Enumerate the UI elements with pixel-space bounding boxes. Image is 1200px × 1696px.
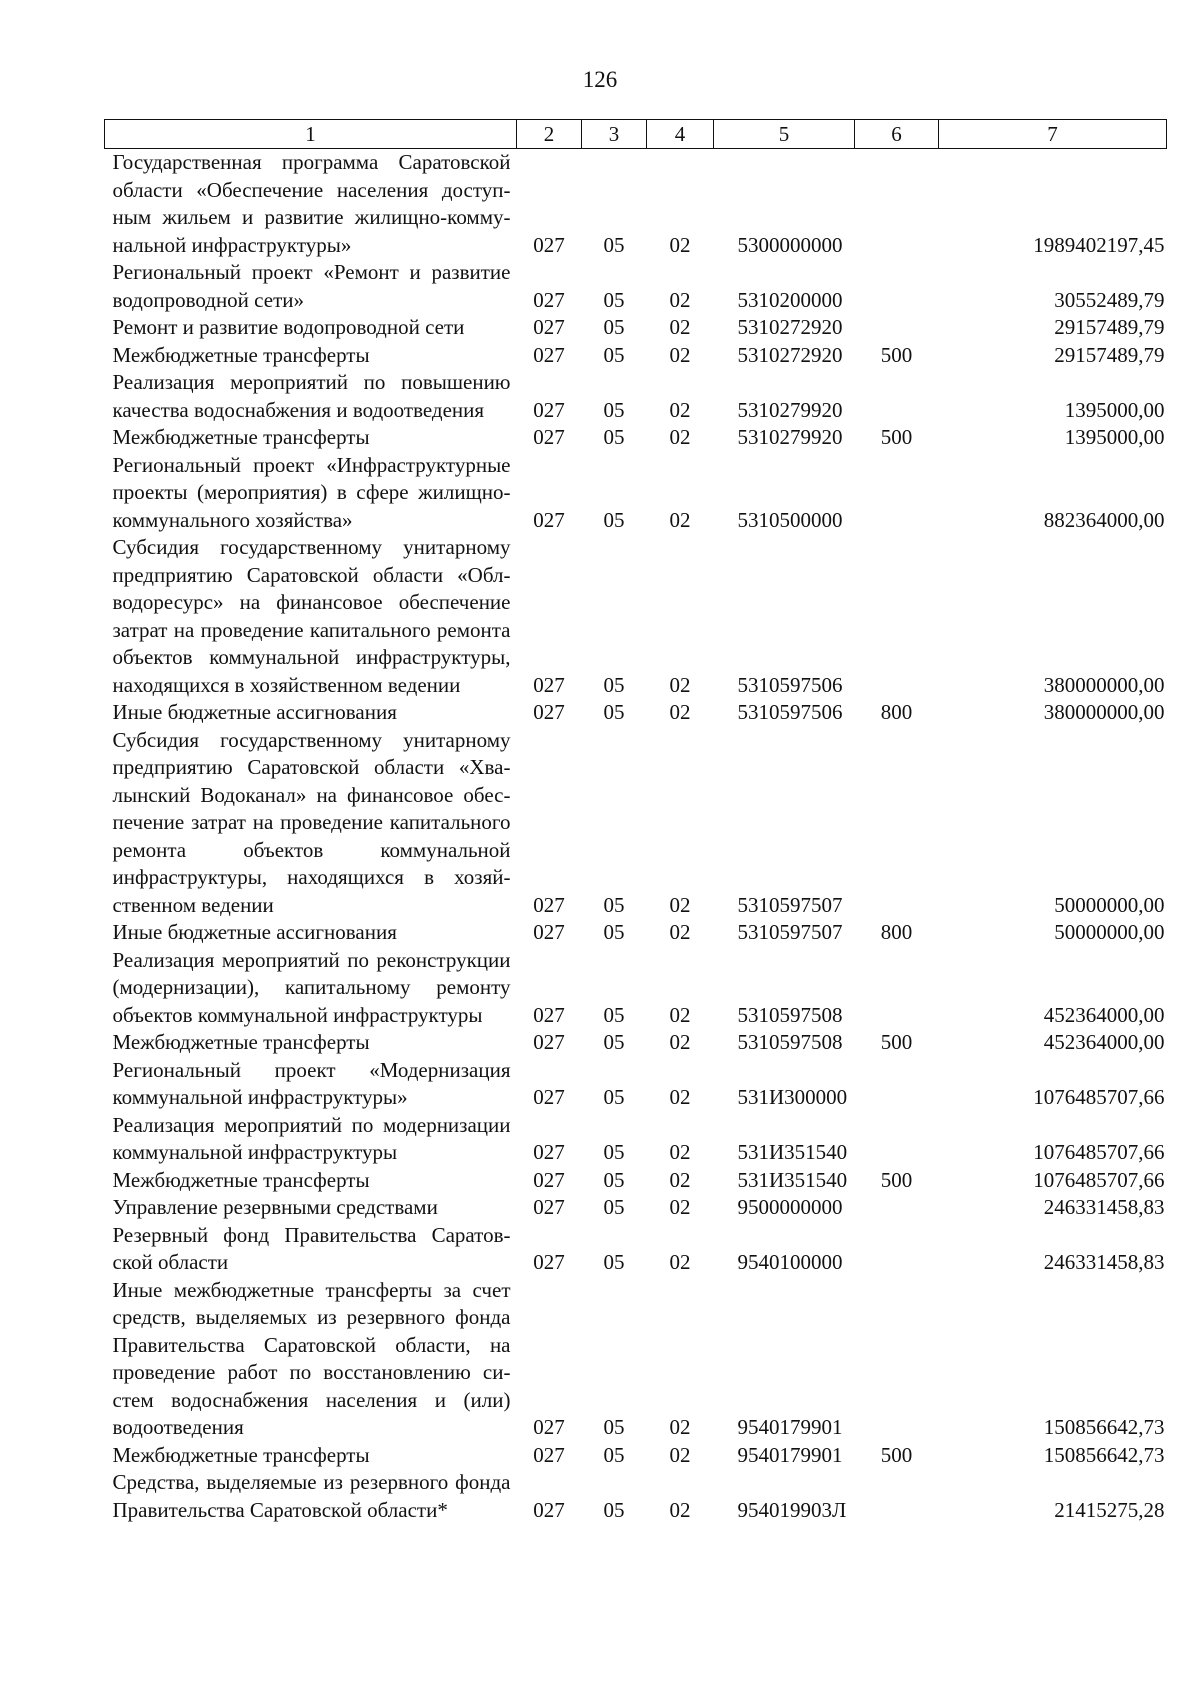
- table-body: [105, 149, 1167, 1525]
- row-ved-code: 027: [533, 1085, 565, 1109]
- header-col-1: 1: [105, 120, 517, 149]
- row-name: Субсидия государственному унитарному предприятию Саратовской области «Хвалынский Водоканал» на финансовое обеспечение затрат на проведение капитального ремонта объектов коммунальной инфраструктуры, находящихся в хозяйственном ведении: [112, 727, 511, 917]
- row-section-code: 05: [603, 892, 625, 917]
- row-target-code: 5310279920: [737, 397, 843, 422]
- table-row: [105, 314, 1167, 342]
- row-section-code: 05: [603, 1442, 625, 1467]
- row-name: Государственная программа Саратовской области «Обеспечение населения доступным жильем и развитие жилищно-коммунальной инфраструктуры»: [112, 150, 511, 257]
- row-ved-code: 027: [533, 1195, 565, 1219]
- row-amount: 1076485707,66: [1033, 1167, 1165, 1192]
- header-col-4: 4: [647, 120, 714, 149]
- row-amount: 50000000,00: [1054, 920, 1165, 944]
- row-name: Ремонт и развитие водопроводной сети: [112, 315, 465, 339]
- row-name: Региональный проект «Ремонт и развитие водопроводной сети»: [112, 260, 511, 312]
- row-expense-type: [855, 1277, 939, 1442]
- row-ved-code: 027: [533, 342, 565, 367]
- row-expense-type: [855, 727, 939, 920]
- row-ved-code: 027: [533, 920, 565, 944]
- table-row: [105, 1112, 1167, 1167]
- row-name: Иные межбюджетные трансферты за счет средств, выделяемых из резервного фонда Правительства Саратовской области, на проведение работ по восстановлению систем водоснабжения населения и (или) водоотведения: [112, 1277, 511, 1439]
- row-amount: 1989402197,45: [1033, 232, 1165, 257]
- row-section-code: 05: [603, 1415, 625, 1439]
- row-ved-code: 027: [533, 1415, 565, 1439]
- row-ved-code: 027: [533, 507, 565, 532]
- row-subsection-code: 02: [669, 315, 691, 339]
- table-row: [105, 1029, 1167, 1057]
- row-name: Межбюджетные трансферты: [112, 1030, 370, 1054]
- row-expense-type: [855, 314, 939, 342]
- row-expense-type: [855, 369, 939, 424]
- row-target-code: 9540179901: [737, 1442, 843, 1467]
- row-subsection-code: 02: [669, 1085, 691, 1109]
- row-subsection-code: 02: [669, 1140, 691, 1164]
- row-amount: 452364000,00: [1043, 1002, 1165, 1027]
- row-subsection-code: 02: [669, 507, 691, 532]
- row-ved-code: 027: [533, 1167, 565, 1192]
- row-section-code: 05: [603, 1030, 625, 1054]
- row-amount: 50000000,00: [1054, 892, 1165, 917]
- row-amount: 246331458,83: [1043, 1195, 1165, 1219]
- row-expense-type: 500: [880, 1167, 913, 1192]
- row-ved-code: 027: [533, 397, 565, 422]
- row-subsection-code: 02: [669, 1195, 691, 1219]
- row-expense-type: 500: [880, 342, 913, 367]
- row-ved-code: 027: [533, 892, 565, 917]
- row-subsection-code: 02: [669, 672, 691, 697]
- table-row: [105, 727, 1167, 920]
- row-amount: 1395000,00: [1064, 397, 1165, 422]
- table-row: [105, 342, 1167, 370]
- row-subsection-code: 02: [669, 1415, 691, 1439]
- row-section-code: 05: [603, 315, 625, 339]
- row-name: Межбюджетные трансферты: [112, 1167, 370, 1192]
- row-section-code: 05: [603, 1085, 625, 1109]
- row-expense-type: [855, 1222, 939, 1277]
- row-subsection-code: 02: [669, 1167, 691, 1192]
- row-target-code: 531И351540: [737, 1167, 848, 1192]
- row-section-code: 05: [603, 1002, 625, 1027]
- table-row: [105, 1469, 1167, 1524]
- row-name: Региональный проект «Инфраструктурные проекты (мероприятия) в сфере жилищно-коммунального хозяйства»: [112, 452, 511, 532]
- row-section-code: 05: [603, 1140, 625, 1164]
- row-expense-type: 800: [880, 920, 913, 944]
- row-amount: 30552489,79: [1054, 287, 1165, 312]
- row-ved-code: 027: [533, 425, 565, 449]
- row-ved-code: 027: [533, 1250, 565, 1274]
- table-row: [105, 1167, 1167, 1195]
- row-ved-code: 027: [533, 315, 565, 339]
- row-ved-code: 027: [533, 1140, 565, 1164]
- table-row: [105, 1277, 1167, 1442]
- header-row: [105, 120, 1167, 149]
- row-expense-type: [855, 149, 939, 260]
- row-target-code: 5310597508: [737, 1030, 843, 1054]
- row-subsection-code: 02: [669, 700, 691, 724]
- row-expense-type: [855, 1057, 939, 1112]
- table-row: [105, 947, 1167, 1030]
- table-row: [105, 534, 1167, 699]
- row-expense-type: [855, 534, 939, 699]
- row-ved-code: 027: [533, 287, 565, 312]
- row-expense-type: [855, 452, 939, 535]
- row-target-code: 5300000000: [737, 232, 843, 257]
- row-section-code: 05: [603, 342, 625, 367]
- row-expense-type: 800: [880, 700, 913, 724]
- row-name: Иные бюджетные ассигнования: [112, 700, 397, 724]
- row-amount: 1076485707,66: [1033, 1085, 1165, 1109]
- row-target-code: 5310597506: [737, 700, 843, 724]
- row-subsection-code: 02: [669, 287, 691, 312]
- page-number: 126: [582, 67, 618, 92]
- row-target-code: 5310597508: [737, 1002, 843, 1027]
- row-subsection-code: 02: [669, 1250, 691, 1274]
- row-target-code: 531И351540: [737, 1140, 848, 1164]
- header-col-5: 5: [714, 120, 855, 149]
- row-ved-code: 027: [533, 672, 565, 697]
- row-section-code: 05: [603, 1250, 625, 1274]
- row-ved-code: 027: [533, 1442, 565, 1467]
- row-target-code: 5310200000: [737, 287, 843, 312]
- row-name: Резервный фонд Правительства Саратовской области: [112, 1222, 511, 1274]
- row-name: Реализация мероприятий по модернизации коммунальной инфраструктуры: [112, 1112, 511, 1164]
- row-amount: 380000000,00: [1043, 700, 1165, 724]
- row-target-code: 5310597507: [737, 892, 843, 917]
- row-name: Реализация мероприятий по реконструкции (модернизации), капитальному ремонту объектов коммунальной инфраструктуры: [112, 947, 511, 1027]
- row-subsection-code: 02: [669, 1442, 691, 1467]
- row-target-code: 9500000000: [737, 1195, 843, 1219]
- row-target-code: 5310279920: [737, 425, 843, 449]
- row-target-code: 9540100000: [737, 1250, 843, 1274]
- row-subsection-code: 02: [669, 892, 691, 917]
- row-expense-type: 500: [880, 425, 913, 449]
- row-section-code: 05: [603, 397, 625, 422]
- row-name: Реализация мероприятий по повышению качества водоснабжения и водоотведения: [112, 370, 511, 422]
- table-row: [105, 259, 1167, 314]
- row-ved-code: 027: [533, 232, 565, 257]
- row-section-code: 05: [603, 672, 625, 697]
- row-expense-type: [855, 1194, 939, 1222]
- row-target-code: 954019903Л: [737, 1497, 847, 1522]
- row-target-code: 5310272920: [737, 342, 843, 367]
- row-subsection-code: 02: [669, 397, 691, 422]
- row-ved-code: 027: [533, 1002, 565, 1027]
- row-subsection-code: 02: [669, 425, 691, 449]
- table-row: [105, 369, 1167, 424]
- row-subsection-code: 02: [669, 1497, 691, 1522]
- row-amount: 452364000,00: [1043, 1030, 1165, 1054]
- row-section-code: 05: [603, 1497, 625, 1522]
- row-target-code: 5310500000: [737, 507, 843, 532]
- row-subsection-code: 02: [669, 920, 691, 944]
- row-expense-type: [855, 947, 939, 1030]
- row-ved-code: 027: [533, 1497, 565, 1522]
- table-row: [105, 1057, 1167, 1112]
- row-name: Межбюджетные трансферты: [112, 425, 370, 449]
- row-expense-type: 500: [880, 1442, 913, 1467]
- row-expense-type: [855, 259, 939, 314]
- table-row: [105, 424, 1167, 452]
- row-subsection-code: 02: [669, 342, 691, 367]
- row-section-code: 05: [603, 232, 625, 257]
- header-col-7: 7: [939, 120, 1167, 149]
- header-col-3: 3: [582, 120, 647, 149]
- row-name: Управление резервными средствами: [112, 1195, 438, 1219]
- table-row: [105, 699, 1167, 727]
- row-amount: 882364000,00: [1043, 507, 1165, 532]
- budget-table: [104, 119, 1167, 1524]
- row-amount: 29157489,79: [1054, 342, 1165, 367]
- row-amount: 1395000,00: [1064, 425, 1165, 449]
- row-amount: 29157489,79: [1054, 315, 1165, 339]
- row-expense-type: 500: [880, 1030, 913, 1054]
- row-section-code: 05: [603, 1195, 625, 1219]
- row-target-code: 5310597506: [737, 672, 843, 697]
- row-section-code: 05: [603, 920, 625, 944]
- row-section-code: 05: [603, 507, 625, 532]
- table-row: [105, 149, 1167, 260]
- row-expense-type: [855, 1469, 939, 1524]
- row-subsection-code: 02: [669, 1002, 691, 1027]
- row-name: Субсидия государственному унитарному предприятию Саратовской области «Облводоресурс» на финансовое обеспечение затрат на проведение капитального ремонта объектов коммунальной инфраструктуры, находящихся в хозяйственном ведении: [112, 535, 511, 697]
- row-target-code: 5310272920: [737, 315, 843, 339]
- row-expense-type: [855, 1112, 939, 1167]
- row-ved-code: 027: [533, 700, 565, 724]
- row-amount: 1076485707,66: [1033, 1140, 1165, 1164]
- row-name: Межбюджетные трансферты: [112, 342, 370, 367]
- row-name: Средства, выделяемые из резервного фонда Правительства Саратовской области*: [112, 1470, 511, 1522]
- row-target-code: 5310597507: [737, 920, 843, 944]
- header-col-2: 2: [517, 120, 582, 149]
- table-row: [105, 1442, 1167, 1470]
- row-subsection-code: 02: [669, 232, 691, 257]
- row-section-code: 05: [603, 1167, 625, 1192]
- row-name: Иные бюджетные ассигнования: [112, 920, 397, 944]
- row-amount: 246331458,83: [1043, 1250, 1165, 1274]
- row-target-code: 531И300000: [737, 1085, 848, 1109]
- table-row: [105, 919, 1167, 947]
- table-row: [105, 1194, 1167, 1222]
- table-row: [105, 452, 1167, 535]
- table-row: [105, 1222, 1167, 1277]
- row-target-code: 9540179901: [737, 1415, 843, 1439]
- row-ved-code: 027: [533, 1030, 565, 1054]
- row-name: Межбюджетные трансферты: [112, 1442, 370, 1467]
- row-name: Региональный проект «Модернизация коммунальной инфраструктуры»: [112, 1057, 511, 1109]
- row-subsection-code: 02: [669, 1030, 691, 1054]
- row-amount: 21415275,28: [1054, 1497, 1165, 1522]
- row-amount: 380000000,00: [1043, 672, 1165, 697]
- row-section-code: 05: [603, 425, 625, 449]
- header-col-6: 6: [855, 120, 939, 149]
- row-section-code: 05: [603, 287, 625, 312]
- row-section-code: 05: [603, 700, 625, 724]
- row-amount: 150856642,73: [1043, 1415, 1165, 1439]
- row-amount: 150856642,73: [1043, 1442, 1165, 1467]
